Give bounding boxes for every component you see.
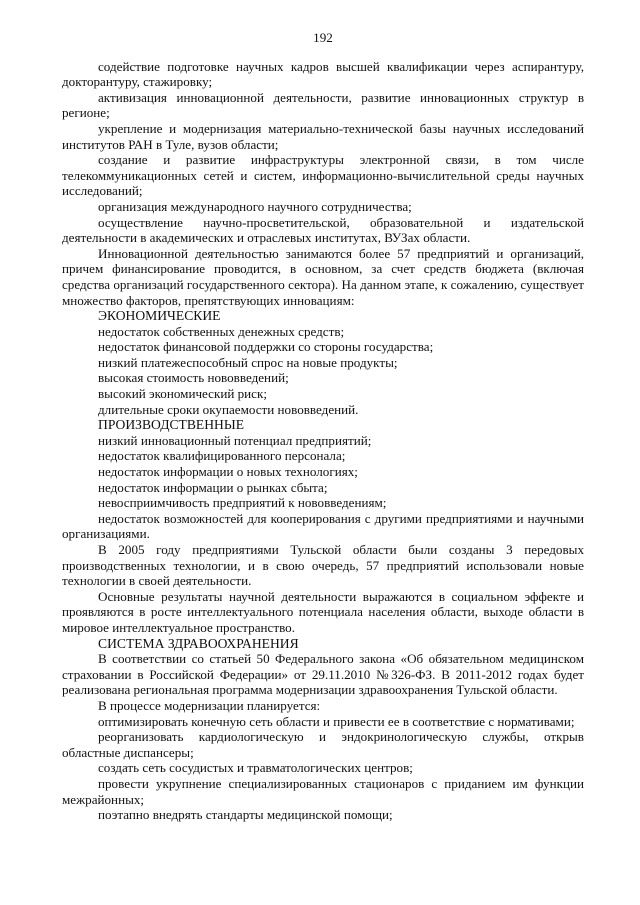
paragraph: оптимизировать конечную сеть области и привести ее в соответствие с нормативами; (98, 713, 575, 729)
paragraph: высокая стоимость нововведений; (98, 370, 289, 386)
page-number: 192 (313, 30, 333, 45)
paragraph: создание и развитие инфраструктуры электронной связи, в том числе телекоммуникационных сетей и систем, информационно-вычислительной среды научных исследований; (62, 152, 584, 199)
section-heading: ПРОИЗВОДСТВЕННЫЕ (98, 417, 244, 433)
paragraph: активизация инновационной деятельности, развитие инновационных структур в регионе; (62, 89, 584, 121)
paragraph: высокий экономический риск; (98, 386, 267, 402)
page-body (62, 59, 584, 823)
paragraph: В 2005 году предприятиями Тульской области были созданы 3 передовых производственных технологии, и в свою очередь, 57 предприятий использовали новые технологии в своей деятельности. (62, 542, 584, 589)
section-heading: ЭКОНОМИЧЕСКИЕ (98, 308, 221, 324)
paragraph: Инновационной деятельностью занимаются более 57 предприятий и организаций, причем финансирование проводится, в основном, за счет средств бюджета (включая средства организаций государственного сектора). На данном этапе, к сожалению, существует множество факторов, препятствующих инновациям: (62, 245, 584, 308)
paragraph: создать сеть сосудистых и травматологических центров; (98, 760, 413, 776)
paragraph: В соответствии со статьей 50 Федерального закона «Об обязательном медицинском страховании в Российской Федерации» от 29.11.2010 №326-ФЗ. В 2011-2012 годах будет реализована региональная программа модернизации здравоохранения Тульской области. (62, 651, 584, 698)
paragraph: организация международного научного сотрудничества; (98, 198, 412, 214)
section-heading: СИСТЕМА ЗДРАВООХРАНЕНИЯ (98, 635, 299, 651)
paragraph: низкий платежеспособный спрос на новые продукты; (98, 354, 398, 370)
paragraph: недостаток возможностей для кооперирования с другими предприятиями и научными организациями. (62, 510, 584, 542)
paragraph: недостаток информации о рынках сбыта; (98, 479, 328, 495)
paragraph: недостаток квалифицированного персонала; (98, 448, 346, 464)
paragraph: низкий инновационный потенциал предприятий; (98, 432, 372, 448)
paragraph: недостаток информации о новых технологиях; (98, 464, 358, 480)
paragraph: содействие подготовке научных кадров высшей квалификации через аспирантуру, докторантуру, стажировку; (62, 58, 584, 90)
paragraph: В процессе модернизации планируется: (98, 697, 321, 713)
paragraph: реорганизовать кардиологическую и эндокринологическую службы, открыв областные диспансеры; (62, 729, 584, 760)
paragraph: недостаток финансовой поддержки со стороны государства; (98, 339, 434, 355)
paragraph: провести укрупнение специализированных стационаров с приданием им функции межрайонных; (62, 775, 584, 807)
paragraph: длительные сроки окупаемости нововведений. (98, 401, 359, 417)
paragraph: невосприимчивость предприятий к нововведениям; (98, 495, 387, 511)
paragraph: поэтапно внедрять стандарты медицинской помощи; (98, 807, 393, 823)
paragraph: осуществление научно-просветительской, образовательной и издательской деятельности в академических и отраслевых институтах, ВУЗах области. (62, 214, 584, 246)
paragraph: недостаток собственных денежных средств; (98, 323, 345, 339)
paragraph: укрепление и модернизация материально-технической базы научных исследований институтов РАН в Туле, вузов области; (62, 120, 584, 152)
paragraph: Основные результаты научной деятельности выражаются в социальном эффекте и проявляются в росте интеллектуального потенциала населения области, выходе области в мировое интеллектуальное пространство. (62, 588, 584, 635)
